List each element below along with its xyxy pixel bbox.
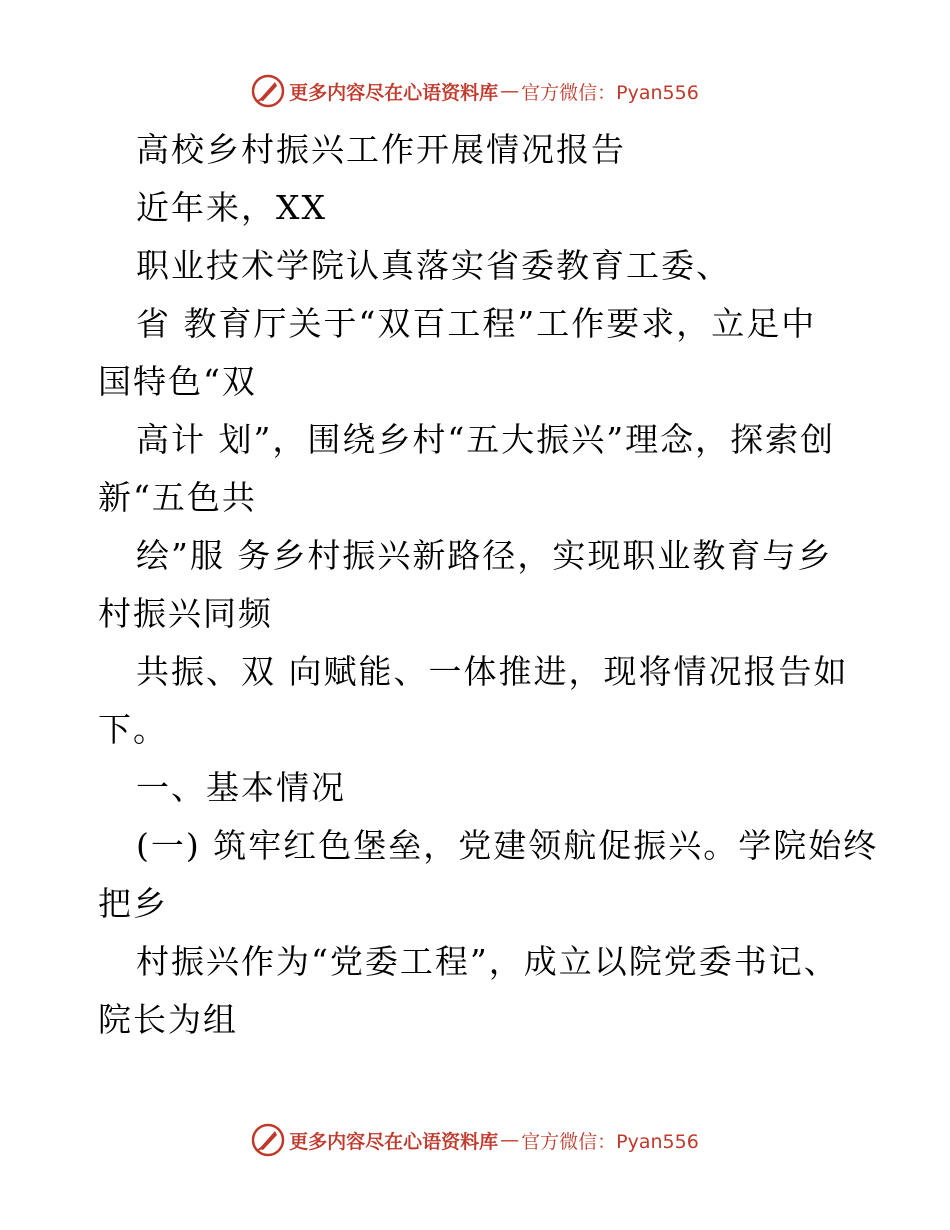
doc-line: 共振、双 向赋能、一体推进，现将情况报告如 — [136, 652, 849, 691]
quill-logo-icon — [251, 74, 285, 108]
footer-watermark-banner — [0, 1120, 950, 1160]
doc-line: 新“五色共 — [98, 478, 257, 517]
banner-main-text: 更多内容尽在心语资料库 — [289, 81, 499, 104]
header-watermark-banner — [0, 71, 950, 111]
doc-line: 绘”服 务乡村振兴新路径，实现职业教育与乡 — [136, 536, 833, 575]
banner-separator: — — [500, 1129, 520, 1151]
doc-title: 高校乡村振兴工作开展情况报告 — [136, 130, 626, 169]
quill-logo-icon — [251, 1123, 285, 1157]
banner-main-text: 更多内容尽在心语资料库 — [289, 1130, 499, 1153]
section-heading: 一、基本情况 — [136, 768, 346, 807]
doc-line: 近年来，XX — [136, 188, 327, 227]
doc-line: 国特色“双 — [98, 362, 257, 401]
doc-line: (一) 筑牢红色堡垒，党建领航促振兴。学院始终 — [136, 826, 879, 865]
doc-line: 把乡 — [98, 884, 168, 923]
doc-line: 村振兴作为“党委工程”，成立以院党委书记、 — [136, 942, 839, 981]
banner-wechat-text: 官方微信：Pyan556 — [521, 1130, 699, 1153]
banner-separator: — — [500, 80, 520, 102]
document-body — [98, 121, 879, 1049]
doc-line: 省 教育厅关于“双百工程”工作要求，立足中 — [136, 304, 817, 343]
doc-line: 村振兴同频 — [98, 594, 273, 633]
doc-line: 下。 — [98, 710, 168, 749]
doc-line: 职业技术学院认真落实省委教育工委、 — [136, 246, 731, 285]
banner-wechat-text: 官方微信：Pyan556 — [521, 81, 699, 104]
doc-line: 高计 划”，围绕乡村“五大振兴”理念，探索创 — [136, 420, 836, 459]
doc-line: 院长为组 — [98, 1000, 238, 1039]
